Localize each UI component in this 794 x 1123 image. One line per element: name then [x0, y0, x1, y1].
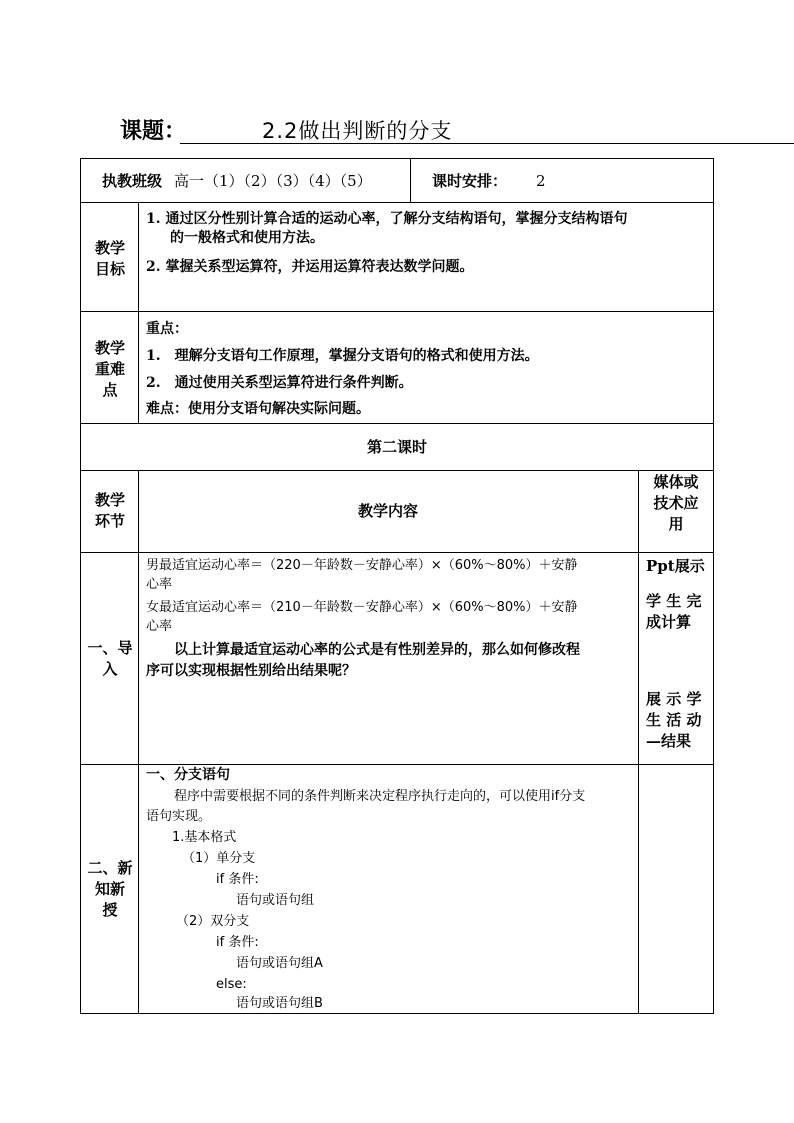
session-title: 第二课时: [366, 438, 427, 456]
lesson-title: 2.2做出判断的分支: [262, 119, 453, 143]
else-line: else:: [216, 977, 247, 992]
double-branch: （2）双分支: [176, 914, 250, 929]
difficulty: 难点：使用分支语句解决实际问题。: [146, 401, 370, 417]
media-header: 媒体或 技术应 用: [653, 473, 699, 533]
class-value: 高一（1）（2）（3）（4）（5）: [174, 172, 372, 190]
basic-format: 1.基本格式: [172, 830, 237, 845]
stage-header: 教学 环节: [94, 491, 125, 530]
keypoint-1: 1. 理解分支语句工作原理，掌握分支语句的格式和使用方法。: [146, 348, 539, 364]
intro-question: 以上计算最适宜运动心率的公式是有性别差异的，那么如何修改程 序可以实现根据性别给出结果呢？: [146, 642, 580, 679]
objectives-label: 教学 目标: [94, 239, 125, 278]
if-single: if 条件:: [216, 872, 259, 887]
keypoint-2: 2. 通过使用关系型运算符进行条件判断。: [146, 375, 413, 391]
objective-1: 1. 通过区分性别计算合适的运动心率，了解分支结构语句，掌握分支结构语句 的一般格式和使用方法。: [146, 211, 628, 246]
stmt-a: 语句或语句组A: [236, 956, 323, 971]
male-formula: 男最适宜运动心率＝（220－年龄数－安静心率）×（60%～80%）＋安静 心率: [146, 558, 578, 592]
branch-heading: 一、分支语句: [146, 767, 230, 783]
stmt-single: 语句或语句组: [236, 893, 315, 908]
stmt-b: 语句或语句组B: [236, 996, 323, 1011]
intro-label: 一、导 入: [87, 639, 133, 678]
keypoints-heading: 重点：: [146, 321, 188, 337]
content-header: 教学内容: [357, 502, 418, 520]
period-label: 课时安排：: [432, 172, 508, 190]
lesson-title-row: [120, 112, 680, 146]
branch-intro: 程序中需要根据不同的条件判断来决定程序执行走向的，可以使用if分支 语句实现。: [146, 789, 586, 824]
if-double: if 条件:: [216, 935, 259, 950]
keypoints-label: 教学 重难 点: [94, 339, 125, 399]
class-label: 执教班级: [102, 172, 163, 190]
newknowledge-label: 二、新 知新 授: [87, 859, 133, 919]
objective-2: 2. 掌握关系型运算符，并运用运算符表达数学问题。: [146, 259, 474, 275]
period-value: 2: [536, 172, 546, 190]
single-branch: （1）单分支: [182, 851, 256, 866]
intro-media: Ppt展示 学 生 完 成计算 展 示 学 生 活 动 —结果: [646, 557, 705, 750]
lesson-title-label: 课题：: [120, 118, 187, 144]
female-formula: 女最适宜运动心率＝（210－年龄数－安静心率）×（60%～80%）＋安静 心率: [146, 600, 578, 634]
